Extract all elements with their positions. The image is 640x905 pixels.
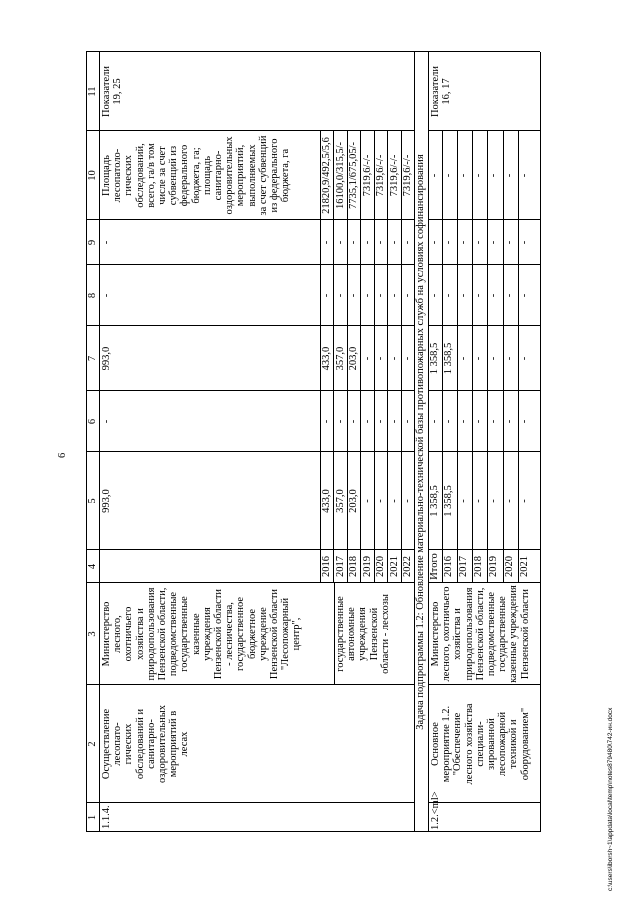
value-cell: 1 358,5 [443,342,454,375]
value-cell: 7735,1/675,05/- [348,141,359,210]
indicator-ref-1-1-4: Показатели 19, 25 [101,65,124,118]
value-cell: - [504,173,515,178]
value-cell: - [375,240,386,245]
value-cell: - [362,499,373,503]
column-header-1: 1 [87,814,98,821]
value-cell: - [429,173,440,178]
year-cell: 2017 [335,556,346,577]
task-line: Задача подпрограммы 1.2: Обновление материально-технической базы противопожарных служб на условиях софинансирования [415,154,426,730]
value-cell: - [443,293,454,298]
activity-name-1-1-4: Осуществление лесопато- гических обследований и санитарно- оздоровительных мероприятий в лесах [101,704,191,784]
column-header-6: 6 [87,418,98,425]
value-cell: - [458,499,469,503]
total-value-1-1-4: 993,0 [101,346,112,371]
value-cell: - [348,240,359,245]
value-cell: 1 358,5 [429,342,440,375]
value-cell: - [321,240,332,245]
total-value-1-1-4: - [101,419,112,424]
value-cell: - [362,293,373,298]
value-cell: - [402,499,413,503]
year-cell: 2016 [321,556,332,577]
value-cell: - [348,419,359,424]
year-cell: 2021 [519,556,530,577]
value-cell: - [473,240,484,245]
value-cell: - [443,240,454,245]
year-cell: 2021 [389,556,400,577]
value-cell: - [488,293,499,298]
value-cell: - [335,419,346,424]
year-cell: Итого [429,553,440,580]
value-cell: - [519,240,530,245]
value-cell: 357,0 [335,346,346,371]
value-cell: 1 358,5 [429,485,440,517]
executor-1-1-4: Министерство лесного, охотничьего хозяйства и природопользования Пензенской области, подведомственные государственные казенные учреждения Пензенской области - лесничества, государственное бюджетное учреждение Пензенской области "Лесопожарный центр", [101,587,303,681]
value-cell: - [389,240,400,245]
value-cell: 7319,6/-/- [389,154,400,197]
year-cell: 2020 [504,556,515,577]
year-cell: 2018 [348,556,359,577]
value-cell: 7319,6/-/- [375,154,386,197]
row-border [387,131,388,583]
column-header-4: 4 [87,563,98,570]
year-cell: 2022 [402,556,413,577]
value-cell: - [321,293,332,298]
value-cell: - [519,356,530,361]
value-cell: - [458,356,469,361]
value-cell: - [443,173,454,178]
row-border [333,131,334,583]
value-cell: - [504,356,515,361]
value-cell: - [488,499,499,503]
executor-1-2: Министерство лесного, охотничьего хозяйства и природопользования Пензенской области, подведомственные государственные казенные учреждения Пензенской области [430,585,531,683]
value-cell: 203,0 [348,489,359,513]
value-cell: - [402,293,413,298]
value-cell: - [473,499,484,503]
column-header-10: 10 [87,170,98,181]
value-cell: - [335,240,346,245]
value-cell: - [488,356,499,361]
total-value-1-1-4: - [101,293,112,298]
year-cell: 2020 [375,556,386,577]
value-cell: - [504,293,515,298]
value-cell: - [504,240,515,245]
value-cell: - [375,419,386,424]
value-cell: 357,0 [335,489,346,513]
value-cell: - [458,293,469,298]
value-cell: - [429,240,440,245]
indicator-ref-1-2: Показатели 16, 17 [430,65,453,118]
row-number-1-1-4: 1.1.4. [101,805,112,829]
value-cell: - [402,419,413,424]
value-cell: - [519,499,530,503]
footer-path: c:\users\iborsh~1\appdata\local\temp\notes879480\742-ин.docx [607,707,614,891]
value-cell: 203,0 [348,346,359,371]
value-cell: - [389,499,400,503]
row-number-1-2: 1.2.<ml> [430,791,441,830]
row-border [360,131,361,583]
value-cell: - [375,499,386,503]
column-header-5: 5 [87,498,98,504]
value-cell: 21820,9/492,5/5,6 [321,137,332,214]
value-cell: - [362,356,373,361]
value-cell: - [488,240,499,245]
column-header-3: 3 [87,631,98,637]
activity-name-1-2: Основное мероприятие 1.2. "Обеспечение лесного хозяйства специали- зированной лесопожарной техникой и оборудованием" [430,703,531,785]
value-cell: - [504,499,515,503]
value-cell: - [488,419,499,424]
value-cell: 433,0 [321,346,332,371]
header-bottom-border [99,52,100,832]
year-cell: 2017 [458,556,469,577]
value-cell: - [335,293,346,298]
row-border [334,583,335,685]
value-cell: - [473,293,484,298]
value-cell: - [488,173,499,178]
value-cell: - [458,419,469,424]
value-cell: - [362,240,373,245]
value-cell: - [375,356,386,361]
value-cell: 433,0 [321,489,332,513]
value-cell: - [362,419,373,424]
value-cell: - [504,419,515,424]
value-cell: - [348,293,359,298]
value-cell: - [458,240,469,245]
value-cell: - [458,173,469,178]
value-cell: - [389,293,400,298]
year-cell: 2018 [473,556,484,577]
value-cell: 1 358,5 [443,485,454,517]
value-cell: - [389,356,400,361]
column-border [428,831,540,832]
page-number: 6 [57,452,68,458]
column-header-7: 7 [87,355,98,362]
total-value-1-1-4: - [101,240,112,245]
year-cell: 2019 [488,556,499,577]
value-cell: - [429,293,440,298]
value-cell: 7319,6/-/- [362,154,373,197]
value-cell: - [519,293,530,298]
column-header-8: 8 [87,292,98,299]
year-cell: 2016 [443,556,454,577]
value-cell: - [519,419,530,424]
value-cell: - [402,240,413,245]
column-header-2: 2 [87,741,98,747]
column-header-11: 11 [87,86,98,97]
value-cell: - [402,356,413,361]
value-cell: - [443,419,454,424]
value-cell: 16100,0/315,5/- [335,141,346,210]
value-cell: - [389,419,400,424]
value-cell: - [473,419,484,424]
total-value-1-1-4: 993,0 [101,489,112,513]
year-cell: 2019 [362,556,373,577]
table-bottom-border [540,52,541,832]
value-cell: - [519,173,530,178]
value-cell: - [321,419,332,424]
column-header-9: 9 [87,239,98,246]
indicator-text-1-1-4: Площадь лесопатоло- гических обследований, всего, га/в том числе за счет субвенций из федерального бюджета, га; площадь санитарно- оздоровительных мероприятий, выполняемых за счет субвенций из федерального бюджета, га [101,135,292,216]
value-cell: - [375,293,386,298]
executor-autonomous-1-1-4: государственные автономные учреждения Пензенской области - лесхозы [335,594,391,674]
value-cell: - [473,173,484,178]
value-cell: 7319,6/-/- [402,154,413,197]
value-cell: - [429,419,440,424]
value-cell: - [473,356,484,361]
